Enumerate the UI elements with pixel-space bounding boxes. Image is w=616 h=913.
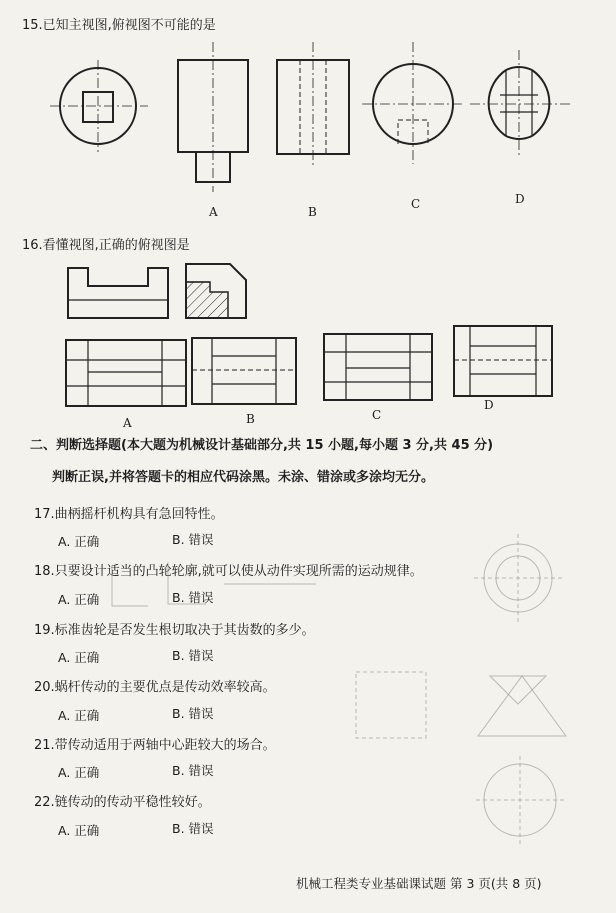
q16-option-b-label: B (246, 412, 255, 426)
q16-option-d-label: D (484, 398, 494, 412)
q21-option-b: B. 错误 (172, 763, 214, 778)
question-16: 16.看懂视图,正确的俯视图是 (22, 238, 190, 253)
q16-option-c-label: C (372, 408, 382, 422)
q17-option-a: A. 正确 (58, 534, 100, 549)
section-2-instruction: 判断正误,并将答题卡的相应代码涂黑。未涂、错涂或多涂均无分。 (52, 470, 434, 485)
q19-option-b: B. 错误 (172, 648, 214, 663)
q17-option-b: B. 错误 (172, 532, 214, 547)
q18-option-b: B. 错误 (172, 590, 214, 605)
q20-option-b: B. 错误 (172, 706, 214, 721)
question-15: 15.已知主视图,俯视图不可能的是 (22, 18, 216, 33)
q15-option-c-label: C (411, 197, 421, 211)
q22-option-b: B. 错误 (172, 821, 214, 836)
question-18: 18.只要设计适当的凸轮轮廓,就可以使从动件实现所需的运动规律。 (34, 564, 423, 579)
q15-option-b-label: B (308, 205, 317, 219)
question-21: 21.带传动适用于两轴中心距较大的场合。 (34, 738, 276, 753)
q19-option-a: A. 正确 (58, 650, 100, 665)
q15-option-d-label: D (515, 192, 525, 206)
question-22: 22.链传动的传动平稳性较好。 (34, 795, 211, 810)
question-19: 19.标准齿轮是否发生根切取决于其齿数的多少。 (34, 623, 315, 638)
q21-option-a: A. 正确 (58, 765, 100, 780)
q18-option-a: A. 正确 (58, 592, 100, 607)
question-20: 20.蜗杆传动的主要优点是传动效率较高。 (34, 680, 276, 695)
q16-option-a-label: A (123, 416, 132, 430)
q22-option-a: A. 正确 (58, 823, 100, 838)
section-2-title: 二、判断选择题(本大题为机械设计基础部分,共 15 小题,每小题 3 分,共 45 分) (30, 438, 494, 453)
q15-option-a-label: A (209, 205, 218, 219)
page-footer: 机械工程类专业基础课试题 第 3 页(共 8 页) (296, 876, 542, 891)
q20-option-a: A. 正确 (58, 708, 100, 723)
question-17: 17.曲柄摇杆机构具有急回特性。 (34, 507, 224, 522)
